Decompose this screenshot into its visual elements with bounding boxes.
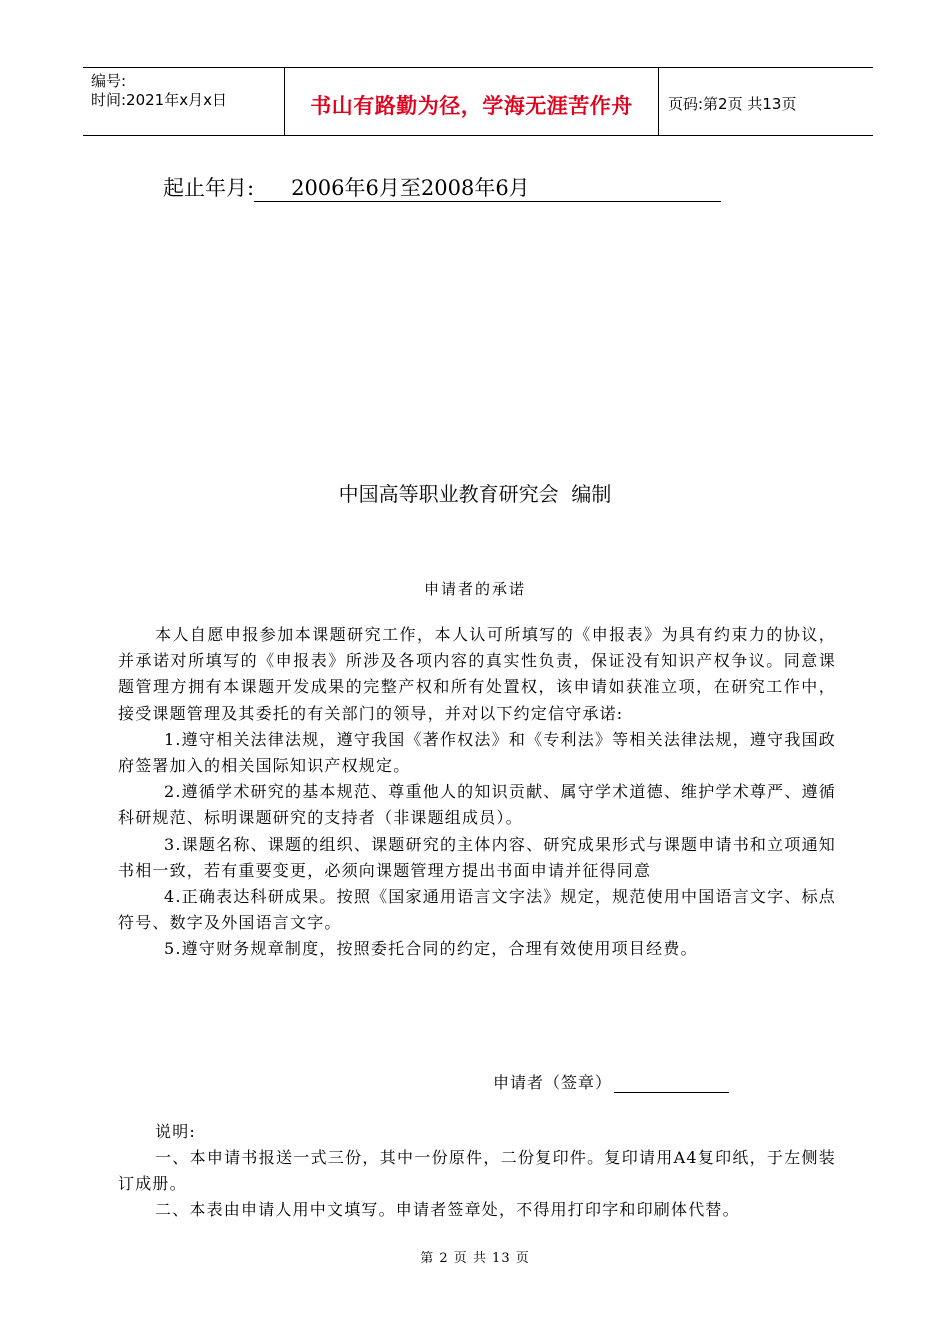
date-range-label: 起止年月: [163, 176, 255, 200]
editor-line: 中国高等职业教育研究会 编制 [338, 482, 612, 506]
pledge-item-1: 1.遵守相关法律法规，遵守我国《著作权法》和《专利法》等相关法律法规，遵守我国政府签署加入的相关国际知识产权规定。 [118, 729, 836, 776]
header-number-label: 编号: [91, 72, 127, 90]
header-motto: 书山有路勤为径，学海无涯苦作舟 [285, 68, 659, 135]
notes-title: 说明: [155, 1122, 196, 1141]
pledge-body [118, 622, 836, 963]
pledge-item-4: 4.正确表达科研成果。按照《国家通用语言文字法》规定，规范使用中国语言文字、标点符号、数字及外国语言文字。 [118, 887, 836, 933]
header-meta [83, 68, 285, 135]
notes-item-2: 二、本表由申请人用中文填写。申请者签章处，不得用打印字和印刷体代替。 [155, 1200, 740, 1219]
pledge-item-5: 5.遵守财务规章制度，按照委托合同的约定，合理有效使用项目经费。 [164, 939, 698, 959]
signature-line [493, 1070, 729, 1093]
page-header [83, 67, 873, 136]
page-footer: 第 2 页 共 13 页 [420, 1251, 530, 1266]
header-page-info: 页码:第2页 共13页 [668, 95, 797, 113]
pledge-intro: 本人自愿申报参加本课题研究工作，本人认可所填写的《申报表》为具有约束力的协议，并承诺对所填写的《申报表》所涉及各项内容的真实性负责，保证没有知识产权争议。同意课题管理方拥有本课题开发成果的完整产权和所有处置权，该申请如获准立项，在研究工作中，接受课题管理及其委托的有关部门的领导，并对以下约定信守承诺: [118, 625, 836, 723]
date-range-line [163, 172, 721, 202]
pledge-item-2: 2.遵循学术研究的基本规范、尊重他人的知识贡献、属守学术道德、维护学术尊严、遵循科研规范、标明课题研究的支持者（非课题组成员）。 [118, 782, 836, 828]
signature-blank [614, 1074, 729, 1093]
notes-section [118, 1119, 836, 1223]
header-time-label: 时间:2021年x月x日 [91, 91, 227, 109]
notes-item-1: 一、本申请书报送一式三份，其中一份原件，二份复印件。复印请用A4复印纸，于左侧装订成册。 [118, 1148, 836, 1193]
pledge-title: 申请者的承诺 [423, 580, 526, 598]
pledge-item-3: 3.课题名称、课题的组织、课题研究的主体内容、研究成果形式与课题申请书和立项通知书相一致，若有重要变更，必须向课题管理方提出书面申请并征得同意 [118, 834, 836, 880]
signature-label: 申请者（签章） [493, 1073, 613, 1092]
date-range-value: 2006年6月至2008年6月 [254, 175, 721, 202]
